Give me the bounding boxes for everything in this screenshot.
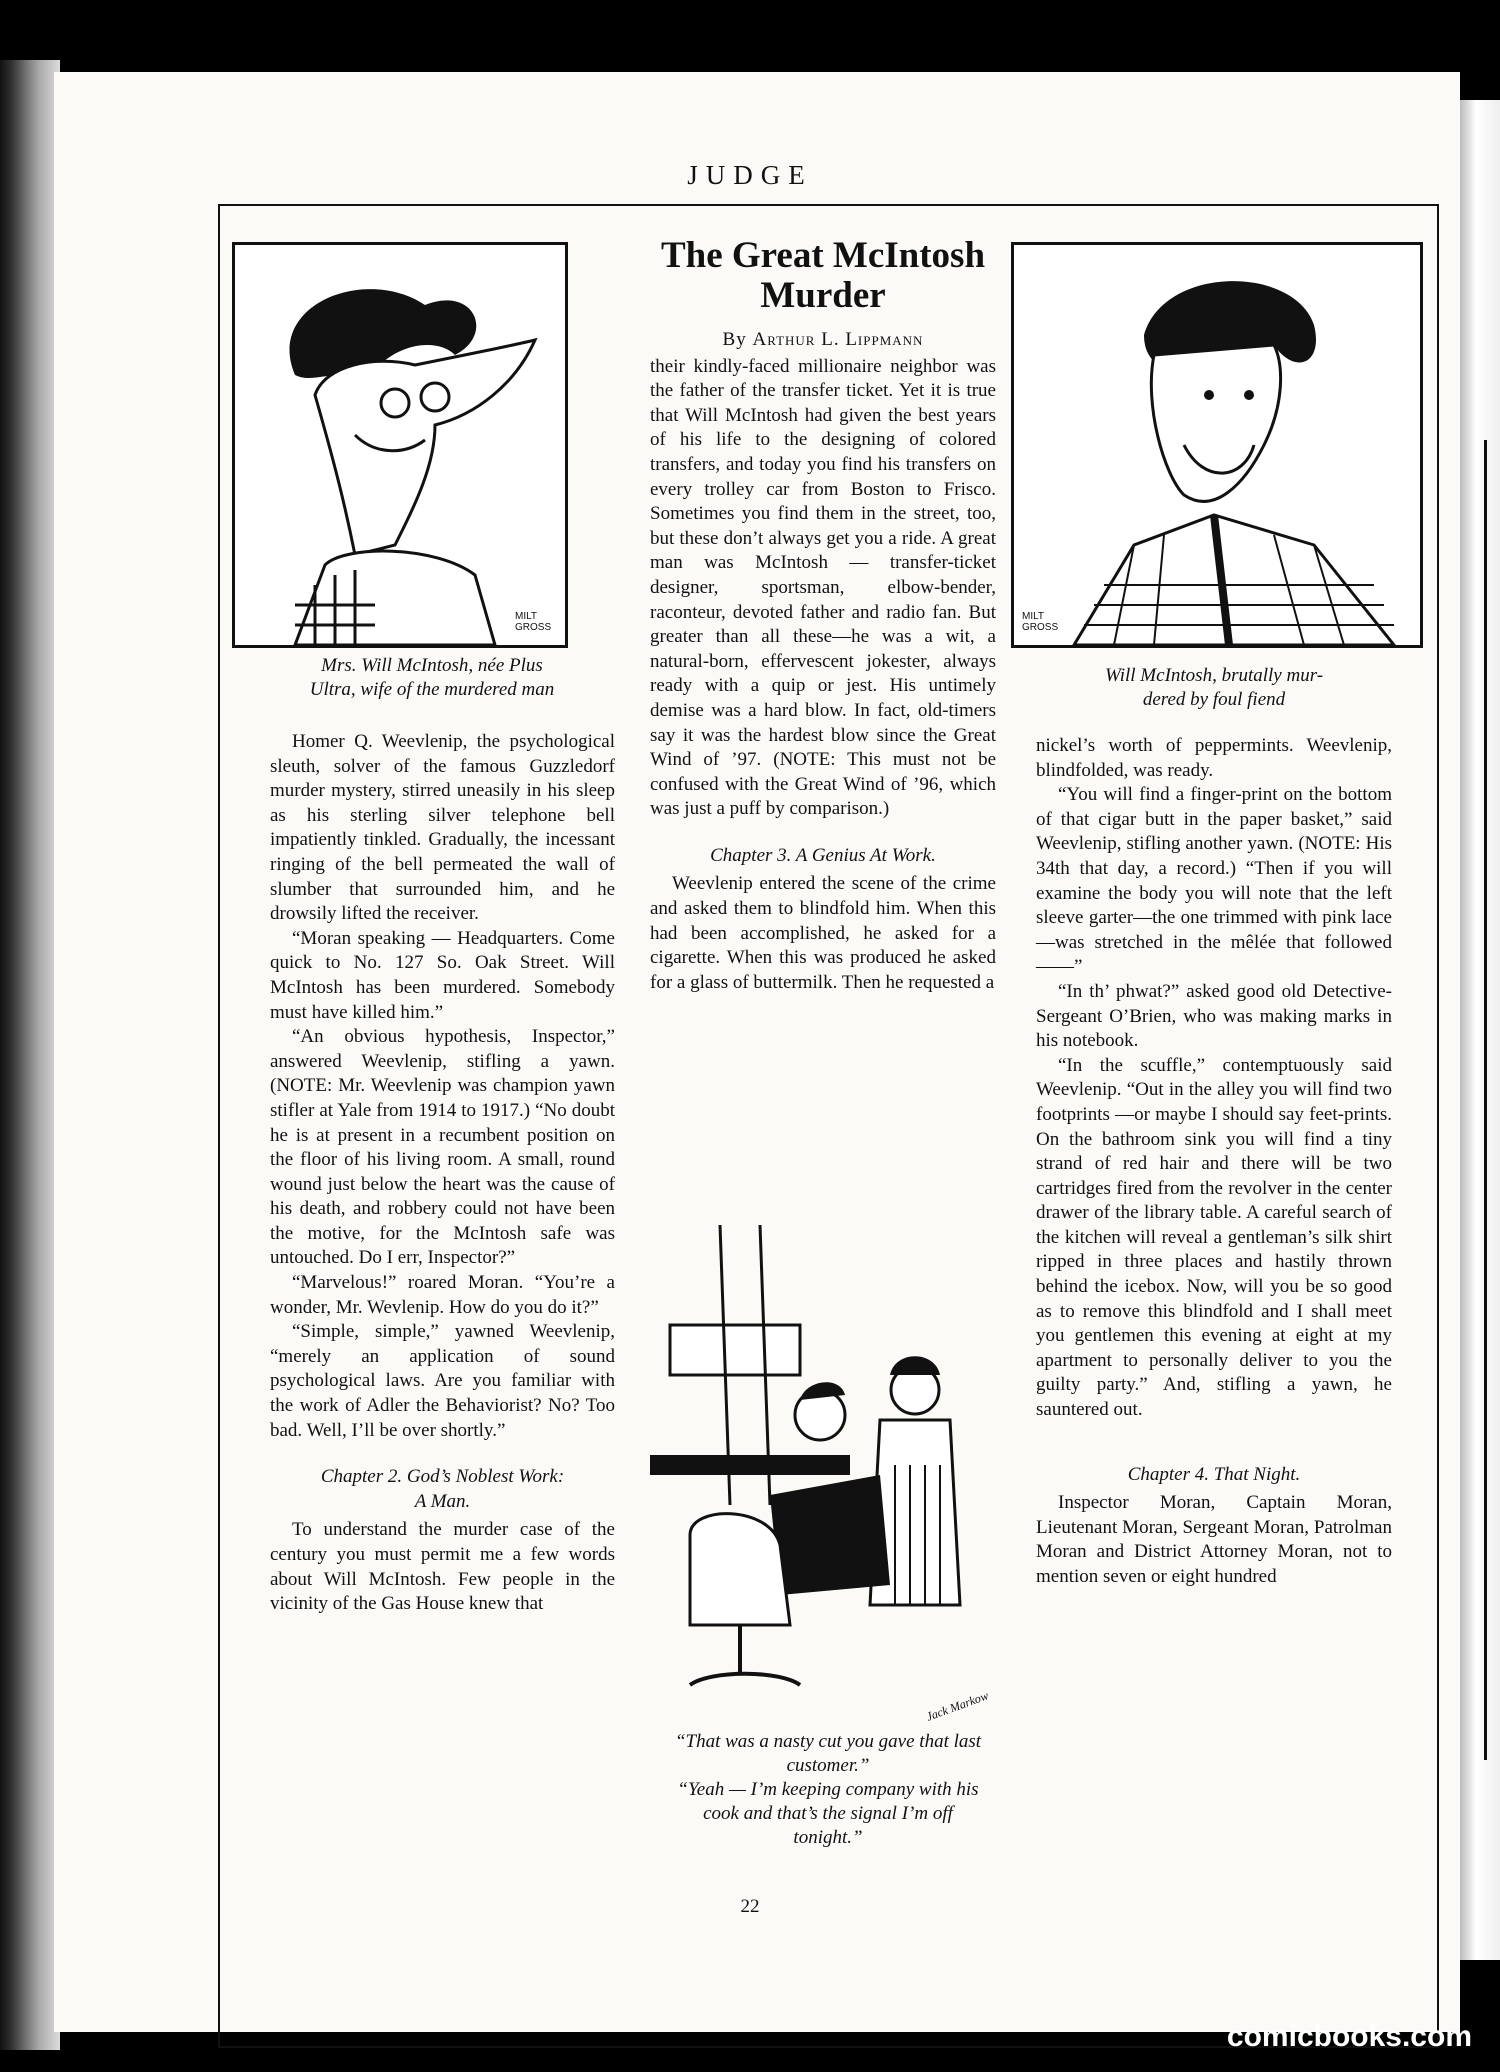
article-column-2 [650, 236, 996, 995]
paragraph: “Simple, simple,” yawned Weevlenip, “merely an application of sound psychological laws. Are you familiar with the work of Adler the Behaviorist? No? Too bad. Well, I’ll be over shortly.” [270, 1321, 615, 1441]
site-watermark: comicbooks.com [1226, 2020, 1472, 2053]
magazine-header: JUDGE [687, 160, 813, 190]
paragraph: “In th’ phwat?” asked good old Detective-Sergeant O’Brien, who was making marks in his notebook. [1036, 980, 1392, 1052]
article-title: The Great McIntosh Murder [660, 235, 986, 316]
article-column-1 [270, 730, 615, 1617]
illustration-barbershop [650, 1205, 996, 1724]
illustration-signature: MILT GROSS [1022, 611, 1059, 633]
illustration-signature: MILT GROSS [515, 611, 552, 633]
author-name: Arthur L. Lippmann [752, 329, 924, 350]
illustration-mrs-mcintosh [232, 242, 568, 648]
chapter-heading: Chapter 2. God’s Noblest Work: A Man. [320, 1466, 565, 1512]
illustration-will-mcintosh [1011, 242, 1423, 648]
paragraph: “Marvelous!” roared Moran. “You’re a wonder, Mr. Wevlenip. How do you do it?” [270, 1272, 615, 1318]
page-number: 22 [740, 1896, 760, 1917]
paragraph: Homer Q. Weevlenip, the psychological sleuth, solver of the famous Guzzledorf murder mystery, stirred uneasily in his sleep as his sterling silver telephone bell impatiently tinkled. Gradually, the incessant ringing of the bell permeated the wall of slumber that surrounded him, and he drowsily lifted the receiver. [270, 731, 615, 925]
caption-barbershop: “That was a nasty cut you gave that last customer.” “Yeah — I’m keeping company with his cook and that’s the signal I’m off tonight.” [674, 1731, 982, 1848]
book-spine [0, 60, 60, 2050]
paragraph: To understand the murder case of the century you must permit me a few words about Will McIntosh. Few people in the vicinity of the Gas House knew that [270, 1519, 615, 1615]
chapter-heading: Chapter 3. A Genius At Work. [710, 844, 936, 866]
paragraph: “In the scuffle,” contemptuously said Weevlenip. “Out in the alley you will find two footprints —or maybe I should say feet-prints. On the bathroom sink you will find a tiny strand of red hair and there will be two cartridges fired from the revolver in the center drawer of the library table. A careful search of the kitchen will reveal a gentleman’s silk shirt ripped in three places and hastily thrown behind the icebox. Now, will you be so good as to remove this blindfold and I shall meet you gentlemen this evening at eight at my apartment to personally deliver to you the guilty party.” And, stifling a yawn, he sauntered out. [1036, 1054, 1392, 1421]
adjacent-page-edge [1460, 100, 1500, 1960]
article-column-3 [1036, 734, 1392, 1590]
paragraph: “Moran speaking — Headquarters. Come quick to No. 127 So. Oak Street. Will McIntosh has been murdered. Somebody must have killed him.” [270, 927, 615, 1023]
paragraph: Inspector Moran, Captain Moran, Lieutenant Moran, Sergeant Moran, Patrolman Moran and District Attorney Moran, not to mention seven or eight hundred [1036, 1492, 1392, 1587]
paragraph: “An obvious hypothesis, Inspector,” answered Weevlenip, stifling a yawn. (NOTE: Mr. Weevlenip was champion yawn stifler at Yale from 1914 to 1917.) “No doubt he is at present in a recumbent position on the floor of his living room. A small, round wound just below the heart was the cause of his death, and robbery could not have been the motive, for the McIntosh safe was untouched. Do I err, Inspector?” [270, 1026, 615, 1269]
byline: By Arthur L. Lippmann [722, 329, 924, 350]
paragraph: “You will find a finger-print on the bottom of that cigar butt in the paper basket,” said Weevlenip, stifling another yawn. (NOTE: His 34th that day, a record.) “Then if you will examine the body you will note that the left sleeve garter—the one trimmed with pink lace—was stretched in the mêlée that followed——” [1036, 784, 1392, 978]
paragraph: Weevlenip entered the scene of the crime and asked them to blindfold him. When this had been accomplished, he asked for a cigarette. When this was produced he asked for a glass of buttermilk. Then he requested a [650, 873, 996, 993]
chapter-heading: Chapter 4. That Night. [1127, 1463, 1301, 1485]
illustration-signature: Jack Markow [924, 1688, 991, 1724]
paragraph: their kindly-faced millionaire neighbor was the father of the transfer ticket. Yet it is true that Will McIntosh had given the best years of his life to the designing of colored transfers, and today you find his transfers on every trolley car from Boston to Frisco. Sometimes you find them in the street, too, but these don’t always get you a ride. A great man was McIntosh — transfer-ticket designer, sportsman, elbow-bender, raconteur, devoted father and radio fan. But greater than all these—he was a wit, a natural-born, effervescent jokester, always ready with a quip or jest. His untimely demise was a hard blow. In fact, old-timers say it was the hardest blow since the Great Wind of ’97. (NOTE: This must not be confused with the Great Wind of ’96, which was just a puff by comparison.) [650, 355, 996, 820]
caption-will-mcintosh: Will McIntosh, brutally mur- dered by foul fiend [1104, 665, 1324, 710]
caption-mrs-mcintosh: Mrs. Will McIntosh, née Plus Ultra, wife of the murdered man [309, 655, 555, 700]
paragraph: nickel’s worth of peppermints. Weevlenip, blindfolded, was ready. [1036, 735, 1392, 781]
